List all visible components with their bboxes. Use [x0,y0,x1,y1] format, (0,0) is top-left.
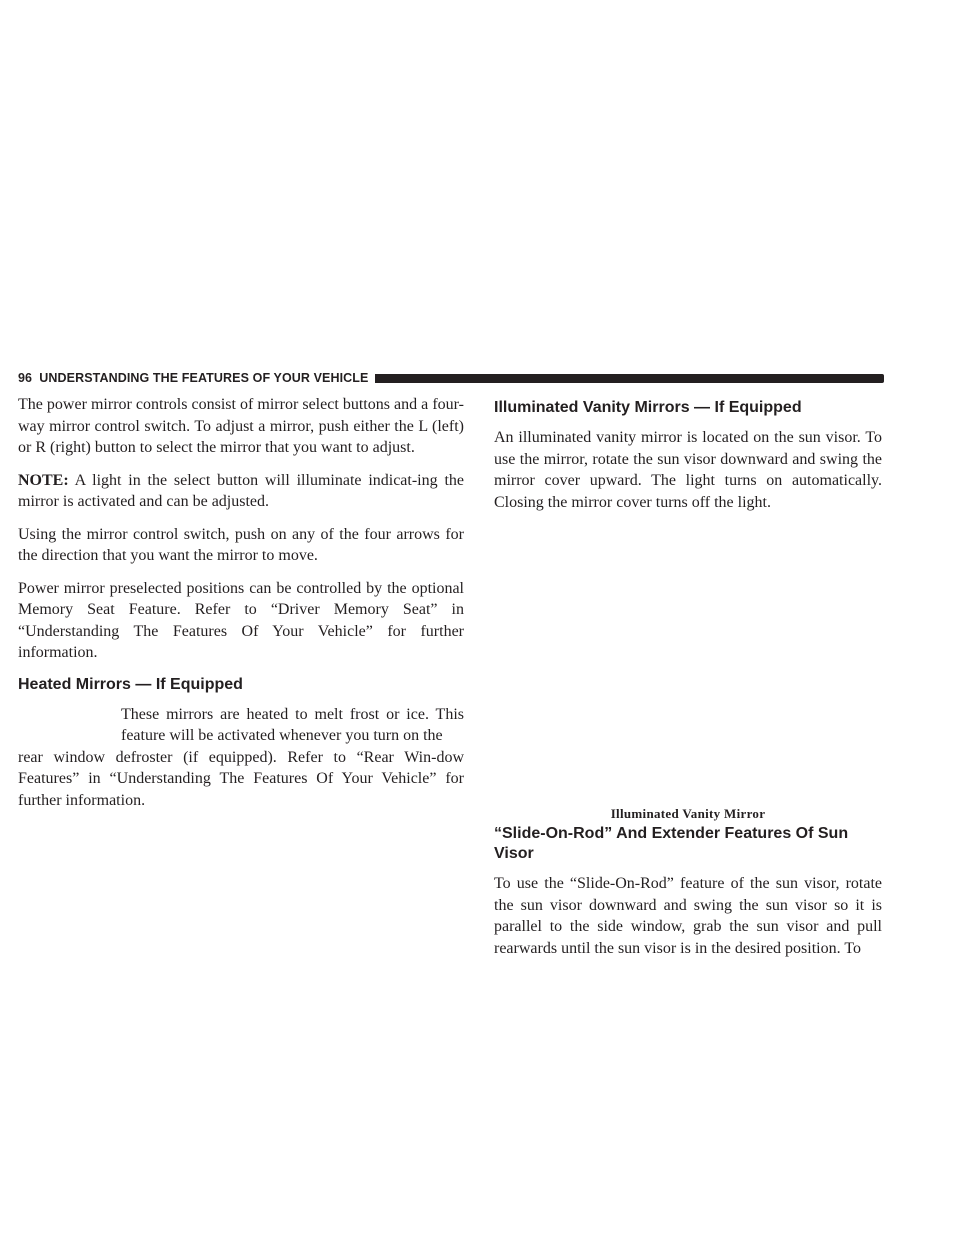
chapter-title: UNDERSTANDING THE FEATURES OF YOUR VEHICLE [39,371,369,385]
heated-mirrors-heading: Heated Mirrors — If Equipped [18,675,243,693]
left-column [18,394,464,822]
page-number: 96 [18,371,33,385]
heated-mirrors-indented-text: These mirrors are heated to melt frost or ice. This feature will be activated whenever you turn on the [121,705,464,744]
vanity-mirror-figure [494,524,882,824]
vanity-mirrors-heading: Illuminated Vanity Mirrors — If Equipped [494,399,802,416]
control-switch-paragraph: Using the mirror control switch, push on any of the four arrows for the direction that you want the mirror to move. [18,525,464,564]
memory-seat-paragraph: Power mirror preselected positions can be controlled by the optional Memory Seat Feature. Refer to “Driver Memory Seat” in “Understanding The Features Of Your Vehicle” for further information. [18,579,464,661]
heated-mirrors-continued-text: rear window defroster (if equipped). Refer to “Rear Win-dow Features” in “Understanding The Features Of Your Vehicle” for further information. [18,748,464,809]
slide-on-rod-paragraph: To use the “Slide-On-Rod” feature of the sun visor, rotate the sun visor downward and swing the sun visor so it is parallel to the side window, grab the sun visor and pull rearwards until the sun visor is in the desired position. To [494,875,882,957]
figure-caption: Illuminated Vanity Mirror [610,806,766,821]
right-column [494,394,882,970]
page-header [18,368,884,388]
note-text: A light in the select button will illuminate indicat-ing the mirror is activated and can be adjusted. [18,471,465,510]
mirror-controls-paragraph: The power mirror controls consist of mirror select buttons and a four-way mirror control switch. To adjust a mirror, push either the L (left) or R (right) button to select the mirror that you want to adjust. [18,396,464,456]
vanity-mirrors-paragraph: An illuminated vanity mirror is located on the sun visor. To use the mirror, rotate the sun visor downward and swing the mirror cover upward. The light turns on automatically. Closing the mirror cover turns off the light. [494,429,882,511]
note-label: NOTE: [18,471,69,489]
header-rule [375,374,884,383]
page-header-text [18,371,368,385]
note-paragraph [18,470,464,513]
slide-on-rod-heading: “Slide-On-Rod” And Extender Features Of Sun Visor [494,825,849,862]
